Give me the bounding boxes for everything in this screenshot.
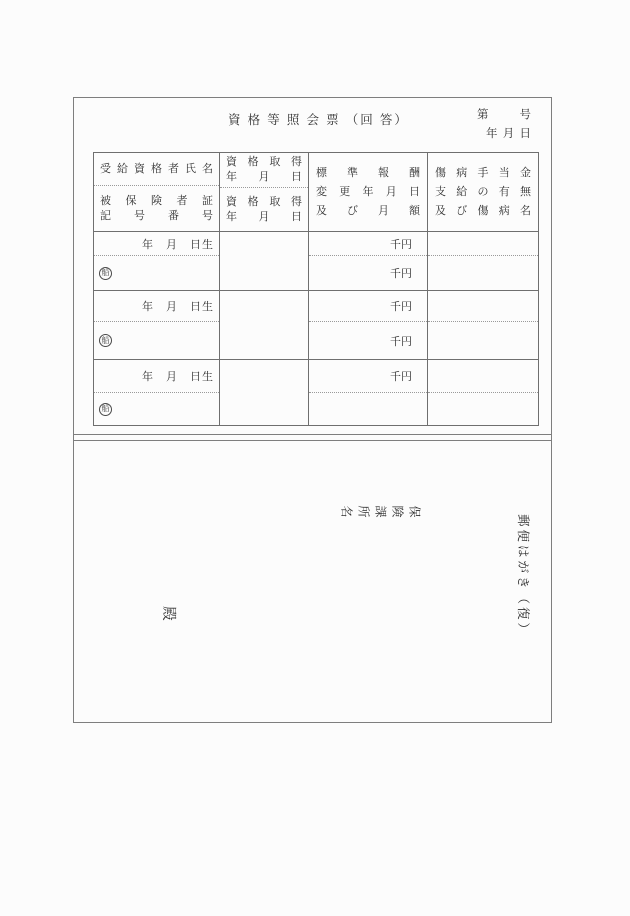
acquisition2-label-line2: 年 月 日 — [226, 210, 302, 223]
acquisition1-label-line2: 年 月 日 — [226, 171, 302, 183]
header-recipient-name — [94, 153, 219, 231]
sickness-allowance-line1: 傷 病 手 当 金 — [435, 166, 531, 179]
header-acquisition-date — [219, 153, 308, 231]
acquisition2-label-line1: 資 格 取 得 — [226, 195, 302, 208]
circled-ship-mark: 船 — [99, 403, 112, 416]
birth-date-label: 年 月 日生 — [142, 238, 214, 251]
sickness-allowance-line3: 及 び 傷 病 名 — [435, 204, 531, 217]
standard-remuneration-line2: 変 更 年 月 日 — [316, 185, 420, 198]
name-birth-cell — [94, 290, 219, 359]
section-divider-top — [73, 434, 552, 435]
doc-number-prefix: 第 — [477, 109, 489, 121]
remuneration-cell — [308, 359, 427, 425]
thousand-yen-label: 千円 — [390, 301, 412, 313]
form-title: 資 格 等 照 会 票 （回 答） — [228, 113, 409, 127]
thousand-yen-label: 千円 — [390, 371, 412, 383]
name-birth-cell — [94, 359, 219, 425]
standard-remuneration-line1: 標 準 報 酬 — [316, 166, 420, 179]
sickness-cell — [427, 231, 538, 290]
standard-remuneration-line3: 及 び 月 額 — [316, 204, 420, 217]
remuneration-cell — [308, 231, 427, 290]
section-divider-bottom — [73, 440, 552, 441]
circled-ship-mark: 船 — [99, 267, 112, 280]
doc-date-line: 年 月 日 — [486, 128, 531, 140]
thousand-yen-label: 千円 — [390, 238, 412, 251]
insured-card-label-line2: 記 号 番 号 — [100, 209, 213, 222]
sickness-cell — [427, 290, 538, 359]
sickness-cell — [427, 359, 538, 425]
sickness-allowance-line2: 支 給 の 有 無 — [435, 185, 531, 198]
name-birth-cell — [94, 231, 219, 290]
acquisition1-label-line1: 資 格 取 得 — [226, 156, 302, 168]
doc-number-suffix: 号 — [519, 109, 531, 121]
eligibility-table — [93, 152, 539, 426]
acquisition-date-cell — [219, 290, 308, 359]
insured-card-label-line1: 被 保 険 者 証 — [100, 194, 213, 207]
thousand-yen-label: 千円 — [390, 335, 412, 348]
thousand-yen-label: 千円 — [390, 268, 412, 280]
acquisition-date-cell — [219, 359, 308, 425]
addressee-honorific: 殿 — [159, 606, 176, 621]
postcard-office-name: 保険課所名 — [336, 504, 421, 518]
header-sickness-allowance — [427, 153, 538, 231]
acquisition-date-cell — [219, 231, 308, 290]
doc-number-block — [477, 106, 531, 141]
header-standard-remuneration — [308, 153, 427, 231]
birth-date-label: 年 月 日生 — [142, 301, 214, 313]
doc-number-line — [477, 106, 531, 122]
birth-date-label: 年 月 日生 — [142, 371, 214, 383]
postcard-type-label: 郵便はがき（復） — [516, 513, 531, 639]
recipient-name-label: 受 給 資 格 者 氏 名 — [100, 162, 213, 175]
remuneration-cell — [308, 290, 427, 359]
circled-ship-mark: 船 — [99, 334, 112, 347]
